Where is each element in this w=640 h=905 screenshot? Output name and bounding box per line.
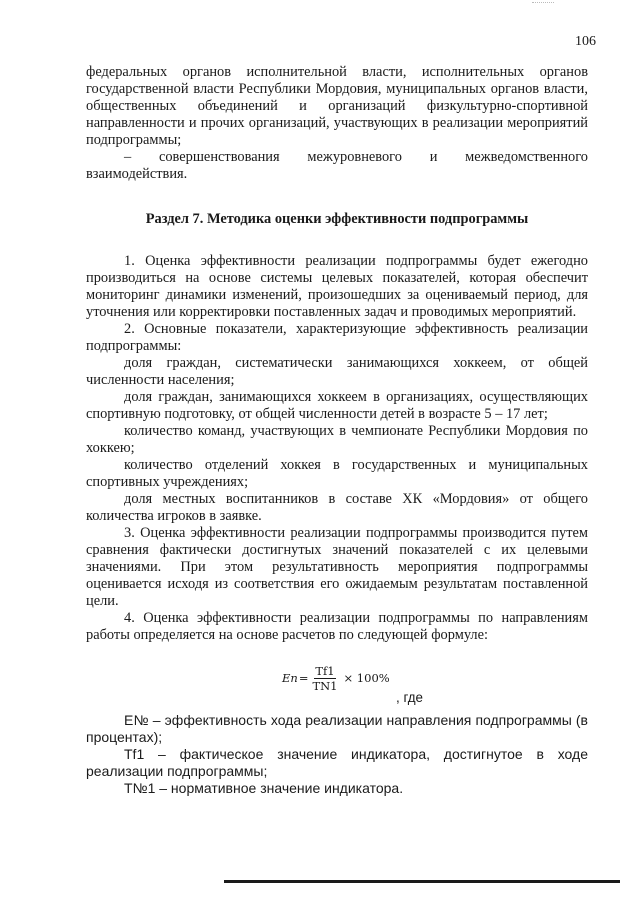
paragraph-2: 2. Основные показатели, характеризующие эффективность реализации подпрограммы:	[86, 321, 588, 354]
formula-fraction	[311, 664, 338, 693]
definition-item: E№ – эффективность хода реализации направления подпрограммы (в процентах);	[86, 712, 588, 745]
paragraph-1: 1. Оценка эффективности реализации подпрограммы будет ежегодно производиться на основе системы целевых показателей, которая обеспечит мониторинг динамики изменений, произошедших за оцениваемый период, для уточнения или корректировки поставленных задач и проводимых мероприятий.	[86, 253, 588, 320]
formula-denominator: TN1	[312, 679, 338, 693]
formula-where: , где	[396, 690, 423, 705]
document-body	[86, 64, 588, 797]
formula-numerator: Tf1	[315, 664, 335, 678]
scan-corner-mark	[532, 2, 554, 3]
formula-equals: =	[298, 671, 309, 685]
indicator-item: доля граждан, систематически занимающихся хоккеем, от общей численности населения;	[86, 355, 588, 388]
formula-block	[86, 656, 588, 712]
definition-item: T№1 – нормативное значение индикатора.	[124, 780, 404, 796]
page-number: 106	[575, 34, 596, 49]
indicator-item: количество команд, участвующих в чемпионате Республики Мордовия по хоккею;	[86, 423, 588, 456]
indicator-item: количество отделений хоккея в государственных и муниципальных спортивных учреждениях;	[86, 457, 588, 490]
paragraph-3: 3. Оценка эффективности реализации подпрограммы производится путем сравнения фактически достигнутых значений показателей с их целевыми значениями. При этом результативность мероприятия подпрограммы оценивается исходя из соответствия его ожидаемым результатам поставленной цели.	[86, 525, 588, 609]
indicator-item: доля граждан, занимающихся хоккеем в организациях, осуществляющих спортивную подготовку, от общей численности детей в возрасте 5 – 17 лет;	[86, 389, 588, 422]
formula-lhs: En	[282, 671, 298, 685]
efficiency-formula	[282, 664, 390, 693]
section-title: Раздел 7. Методика оценки эффективности подпрограммы	[145, 211, 529, 227]
bottom-rule	[224, 880, 620, 883]
continuation-bullet: – совершенствования межуровневого и межведомственного взаимодействия.	[86, 149, 588, 182]
definition-item: Tf1 – фактическое значение индикатора, достигнутое в ходе реализации подпрограммы;	[86, 746, 588, 779]
paragraph-4: 4. Оценка эффективности реализации подпрограммы по направлениям работы определяется на основе расчетов по следующей формуле:	[86, 610, 588, 643]
continuation-paragraph: федеральных органов исполнительной власти, исполнительных органов государственной власти Республики Мордовия, муниципальных органов власти, общественных объединений и организаций физкультурно-спортивной направленности и прочих организаций, участвующих в реализации мероприятий подпрограммы;	[86, 64, 588, 148]
formula-multiplier: × 100%	[343, 671, 390, 685]
indicator-item: доля местных воспитанников в составе ХК «Мордовия» от общего количества игроков в заявке.	[86, 491, 588, 524]
